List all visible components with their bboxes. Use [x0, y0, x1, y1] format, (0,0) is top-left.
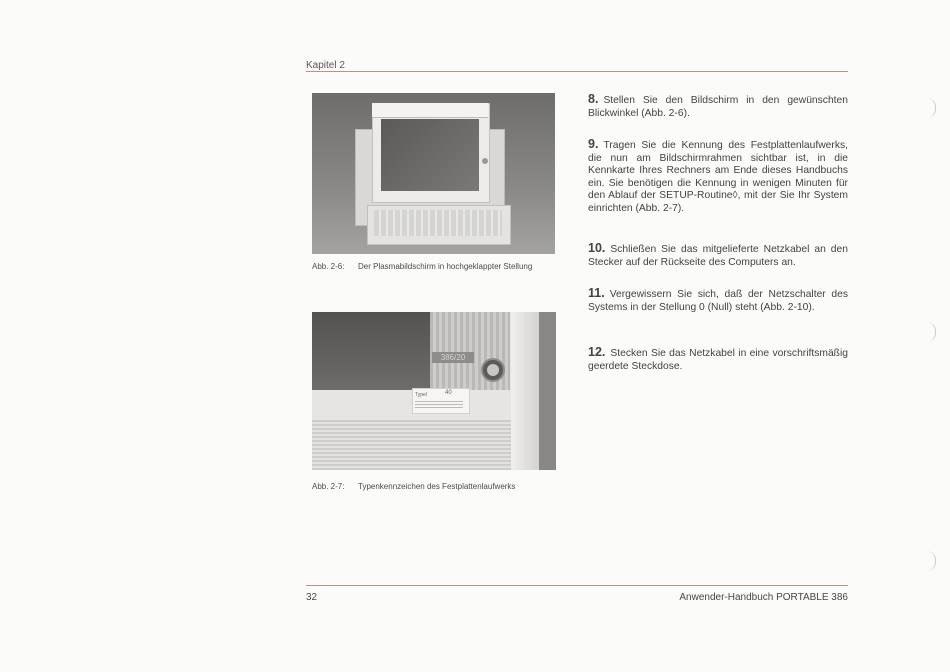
step-10: [588, 242, 848, 269]
step-number: 10.: [588, 241, 606, 255]
chapter-header: Kapitel 2: [306, 60, 345, 71]
step-number: 9.: [588, 137, 599, 151]
caption-number: Abb. 2-7:: [312, 482, 345, 491]
plasma-screen: [381, 119, 479, 191]
step-11: [588, 287, 848, 314]
step-text: Stecken Sie das Netzkabel in eine vorschriftsmäßig geerdete Steckdose.: [588, 348, 848, 372]
page-number: 32: [306, 592, 318, 603]
vent-grille: [312, 420, 511, 470]
type-label-value: 40: [445, 390, 452, 396]
step-number: 8.: [588, 92, 599, 106]
header-rule: [306, 71, 848, 72]
dial-knob: [481, 358, 505, 382]
caption-number: Abb. 2-6:: [312, 262, 345, 271]
step-text: Tragen Sie die Kennung des Festplattenlaufwerks, die nun am Bildschirmrahmen sichtbar ist, in die Kennkarte Ihres Rechners am Ende dieses Handbuchs ein. Sie benötigen die Kennung in wenigen Minuten für den Ablauf der SETUP-Routine◊, mit der Sie Ihr System einrichten (Abb. 2-7).: [588, 140, 848, 214]
binder-hole-mark: [927, 322, 936, 342]
caption-text: Der Plasmabildschirm in hochgeklappter Stellung: [358, 262, 533, 271]
model-badge: 386/20: [432, 352, 474, 363]
figure-caption-2-7: [312, 482, 552, 494]
step-12: [588, 346, 848, 373]
step-number: 11.: [588, 286, 605, 300]
step-9: [588, 138, 848, 216]
step-text: Vergewissern Sie sich, daß der Netzschalter des Systems in der Stellung 0 (Null) steht (Abb. 2-10).: [588, 289, 848, 313]
type-label-text: Typel: [415, 392, 427, 398]
step-8: [588, 93, 848, 120]
figure-drive-label-photo: [312, 312, 556, 470]
figure-caption-2-6: [312, 262, 552, 284]
caption-text: Typenkennzeichen des Festplattenlaufwerks: [358, 482, 516, 491]
figure-plasma-screen-photo: [312, 93, 555, 254]
step-text: Schließen Sie das mitgelieferte Netzkabel an den Stecker auf der Rückseite des Computers an.: [588, 244, 848, 268]
footer-rule: [306, 585, 848, 586]
binder-hole-mark: [927, 98, 936, 118]
step-number: 12.: [588, 345, 606, 359]
step-text: Stellen Sie den Bildschirm in den gewünschten Blickwinkel (Abb. 2-6).: [588, 95, 848, 119]
book-title: Anwender-Handbuch PORTABLE 386: [679, 592, 848, 603]
binder-hole-mark: [927, 551, 936, 571]
